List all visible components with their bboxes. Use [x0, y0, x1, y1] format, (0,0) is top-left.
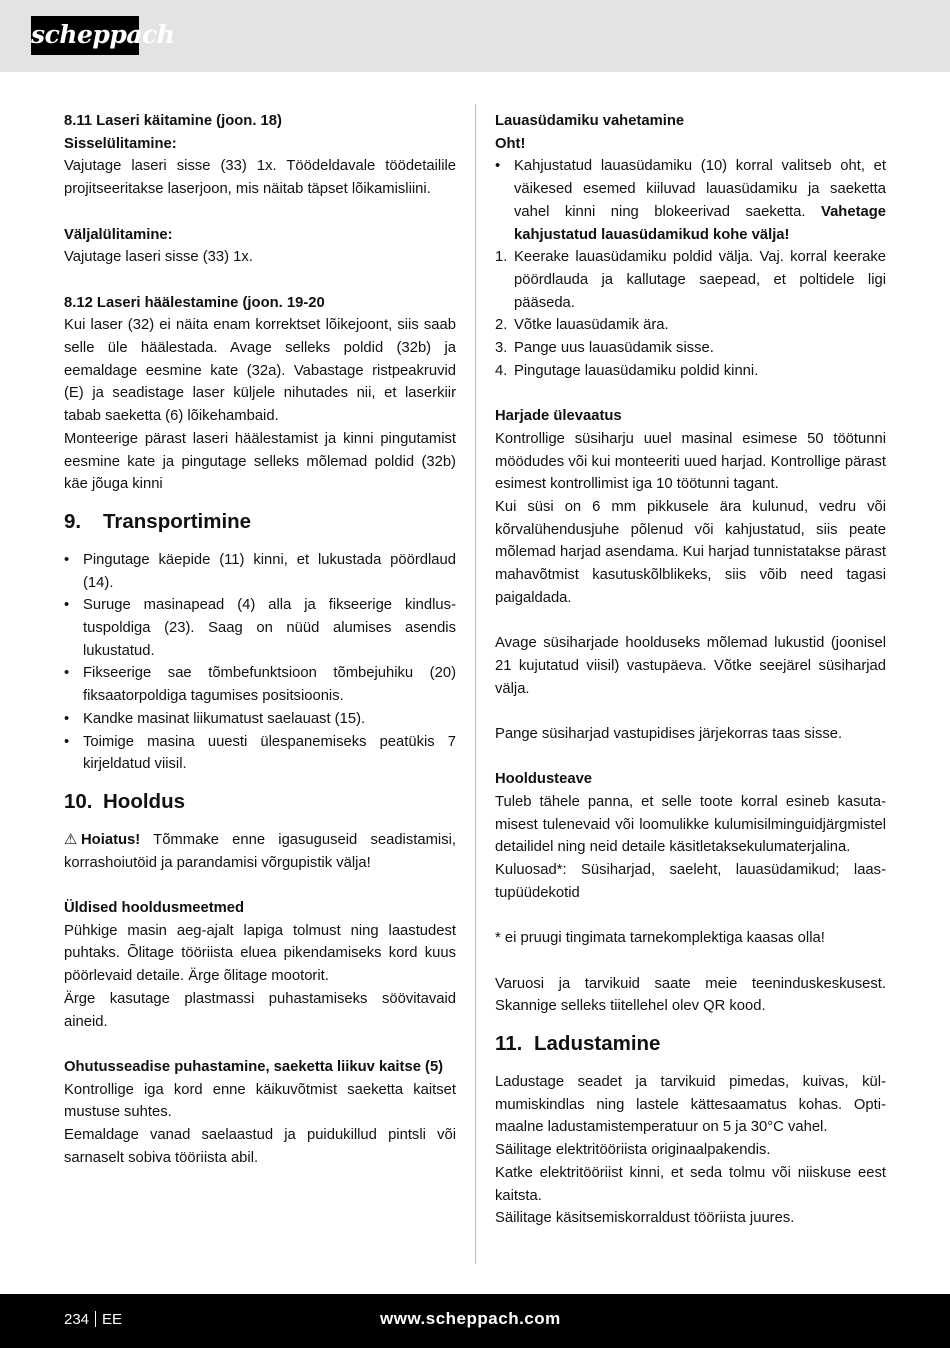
list-item-text: Kandke masinat liikumatust saelauast (15). — [83, 710, 366, 727]
step-text: Keerake lauasüdamiku poldid välja. Vaj. korral keerake pöördlauda ja kallutage saepead, et poltidele ligi pääseda. — [514, 249, 886, 311]
bullet-mark: • — [64, 733, 70, 750]
brush-check-title: Harjade ülevaatus — [495, 408, 622, 425]
list-item — [495, 155, 886, 246]
laser-adjust-text-2: Monteerige pärast laseri häälestamist ja kinni pingutamist eesmine kate ja pingutage selleks mõlemad poldid (32b) käe jõuga kinni — [64, 430, 456, 493]
section-10-number: 10. — [64, 789, 93, 813]
bullet-mark: • — [64, 710, 70, 727]
step-number: 3. — [495, 340, 508, 357]
bullet-mark: • — [64, 597, 70, 614]
insert-danger-text: Kahjustatud lauasüdamiku (10) korral valitseb oht, et väikesed esemed kiiluvad lauasüdamiku ja saeketta vahel kinni ning blokeerivad saeketta. — [514, 158, 886, 220]
guard-cleaning-text-1: Kontrollige iga kord enne käikuvõtmist saeketta kaitset mustuse suhtes. — [64, 1081, 456, 1121]
list-item — [495, 314, 886, 337]
list-item — [64, 731, 456, 776]
column-divider — [475, 104, 476, 1264]
guard-cleaning-title: Ohutusseadise puhastamine, saeketta liikuv kaitse (5) — [64, 1058, 444, 1075]
list-item — [64, 662, 456, 707]
list-item-text: Pingutage käepide (11) kinni, et lukustada pöördlaud (14). — [83, 551, 456, 591]
page-number: 234 — [64, 1311, 90, 1328]
list-item-text: Fikseerige sae tõmbefunktsioon tõmbejuhiku (20) fiksaatorpoldiga tagumises positsioonis. — [83, 665, 456, 705]
step-text: Pingutage lauasüdamiku poldid kinni. — [514, 362, 759, 379]
switch-off-text: Vajutage laseri sisse (33) 1x. — [64, 249, 253, 266]
storage-text-4: Säilitage käsitsemiskorraldust tööriista juures. — [495, 1210, 795, 1227]
list-item — [64, 594, 456, 662]
maintenance-warning — [64, 829, 456, 874]
section-9-title: Transportimine — [103, 509, 252, 533]
switch-off-title: Väljalülitamine: — [64, 226, 173, 243]
section-9-number: 9. — [64, 509, 82, 533]
bullet-mark: • — [64, 551, 70, 568]
left-column — [64, 110, 456, 1169]
step-number: 1. — [495, 249, 508, 266]
section-11-number: 11. — [495, 1032, 523, 1056]
general-maintenance-title: Üldised hooldusmeetmed — [64, 900, 245, 917]
brush-check-text-1: Kontrollige süsiharju uuel masinal esimese 50 töötunni möödudes või kui monteeriti uued harjad. Kontrollige pärast esimest kontrollimist iga 10 töötunni tagant. — [495, 430, 886, 493]
service-info-text-3: Varuosi ja tarvikuid saate meie teeninduskeskusest. Skannige selleks tiitellehel olev QR kood. — [495, 975, 886, 1015]
warning-text: Tõmmake enne igasuguseid seadistamisi, korrashoiutöid ja parandamisi võrgupistik välja! — [64, 831, 456, 871]
step-text: Võtke lauasüdamik ära. — [514, 317, 669, 334]
general-maintenance-text-1: Pühkige masin aeg-ajalt lapiga tolmust ning laastudest puhtaks. Õlitage tööriista eluea pikendamiseks kord kuus pöörlevaid detaile. Ärge õlitage mootorit. — [64, 922, 456, 985]
brush-check-text-3: Avage süsiharjade hoolduseks mõlemad lukustid (joonisel 21 kujutatud viisil) vastupäeva. Võtke seejärel süsiharjad välja. — [495, 635, 886, 697]
insert-replace-title: Lauasüdamiku vahetamine — [495, 113, 685, 129]
insert-steps-list — [495, 246, 886, 382]
step-text: Pange uus lauasüdamik sisse. — [514, 340, 714, 357]
section-10-heading — [64, 787, 456, 817]
right-column — [495, 110, 886, 1230]
website-link[interactable]: www.scheppach.com — [380, 1309, 561, 1328]
list-item — [495, 246, 886, 314]
brand-logo: scheppach — [31, 16, 139, 55]
insert-danger-label: Oht! — [495, 135, 526, 152]
list-item-text: Suruge masinapead (4) alla ja fikseerige kindlustuspoldiga (23). Saag on nüüd alumises asendis lukustatud. — [83, 597, 456, 659]
laser-adjust-text-1: Kui laser (32) ei näita enam korrektset lõikejoont, siis saab selle üle häälestada. Avage selleks poldid (32b) ja eemaldage eesmine kate (32a). Vabastage ristpeakruvid (E) ja seadistage laser küljele nihutades nii, et laserkiir tabab saeketta (6) lõikehambaid. — [64, 317, 456, 425]
insert-danger-list — [495, 155, 886, 246]
warning-label: Hoiatus! — [81, 831, 141, 848]
section-10-title: Hooldus — [103, 789, 185, 813]
bullet-mark: • — [495, 158, 501, 175]
section-11-title: Ladustamine — [534, 1032, 661, 1056]
section-11-heading — [495, 1029, 886, 1059]
switch-on-text: Vajutage laseri sisse (33) 1x. Töödeldavale töödetailile projitseeritakse laserjoon, mis näitab täpset lõikamisliini. — [64, 158, 456, 198]
guard-cleaning-text-2: Eemaldage vanad saelaastud ja puidukillud pintsli või sarnaselt sobiva tööriista abil. — [64, 1127, 456, 1166]
storage-text-2: Säilitage elektritööriista originaalpakendis. — [495, 1142, 771, 1159]
list-item — [495, 360, 886, 383]
insert-danger-emphasis: Vahetage kahjustatud lauasüdamikud kohe välja! — [514, 203, 886, 243]
footer-separator — [95, 1311, 96, 1327]
step-number: 2. — [495, 317, 508, 334]
storage-text-3: Katke elektritööriist kinni, et seda tolmu või niiskuse eest kaitsta. — [495, 1164, 886, 1204]
list-item — [64, 708, 456, 731]
transport-list — [64, 549, 456, 776]
step-number: 4. — [495, 362, 508, 379]
list-item — [495, 337, 886, 360]
service-info-title: Hooldusteave — [495, 771, 593, 788]
list-item-text: Toimige masina uuesti ülespanemiseks peatükis 7 kirjeldatud viisil. — [83, 733, 456, 773]
service-info-text-2: Kuluosad*: Süsiharjad, saeleht, lauasüdamikud; laastupüüdekotid — [495, 862, 886, 901]
section-8-11-title: 8.11 Laseri käitamine (joon. 18) — [64, 113, 282, 129]
storage-text-1: Ladustage seadet ja tarvikuid pimedas, kuivas, külmumiskindlas ning lastele kättesaamatus kohas. Optimaalne ladustamistemperatuur on 5 ja 30°C vahel. — [495, 1074, 886, 1136]
language-code: EE — [102, 1311, 123, 1328]
warning-triangle-icon: ⚠ — [64, 831, 78, 848]
header-band — [0, 0, 950, 72]
bullet-mark: • — [64, 665, 70, 682]
service-info-text-1: Tuleb tähele panna, et selle toote korral esineb kasutamisest tulenevaid või loomulikke kulumisilminguidjärgmistel detailidel ning neid detaile käsitletaksekulumaterjalina. — [495, 794, 886, 856]
section-8-12-title: 8.12 Laseri häälestamine (joon. 19-20 — [64, 294, 325, 311]
brush-check-text-4: Pange süsiharjad vastupidises järjekorras taas sisse. — [495, 725, 843, 742]
footer-page-info — [64, 1309, 122, 1331]
service-info-note: * ei pruugi tingimata tarnekomplektiga kaasas olla! — [495, 930, 825, 947]
general-maintenance-text-2: Ärge kasutage plastmassi puhastamiseks söövitavaid aineid. — [64, 990, 456, 1030]
brush-check-text-2: Kui süsi on 6 mm pikkusele ära kulunud, vedru või kõrvalühendusjuhe põlenud või kahjustatud, siis peate mõlemad harjad asendama. Kui harjad tunnistatakse pärast mahavõtmist kasutuskõlblikeks, siis võib need tagasi paigaldada. — [495, 498, 886, 606]
list-item — [64, 549, 456, 594]
footer-band — [0, 1294, 950, 1348]
section-9-heading — [64, 507, 456, 537]
switch-on-title: Sisselülitamine: — [64, 135, 177, 152]
